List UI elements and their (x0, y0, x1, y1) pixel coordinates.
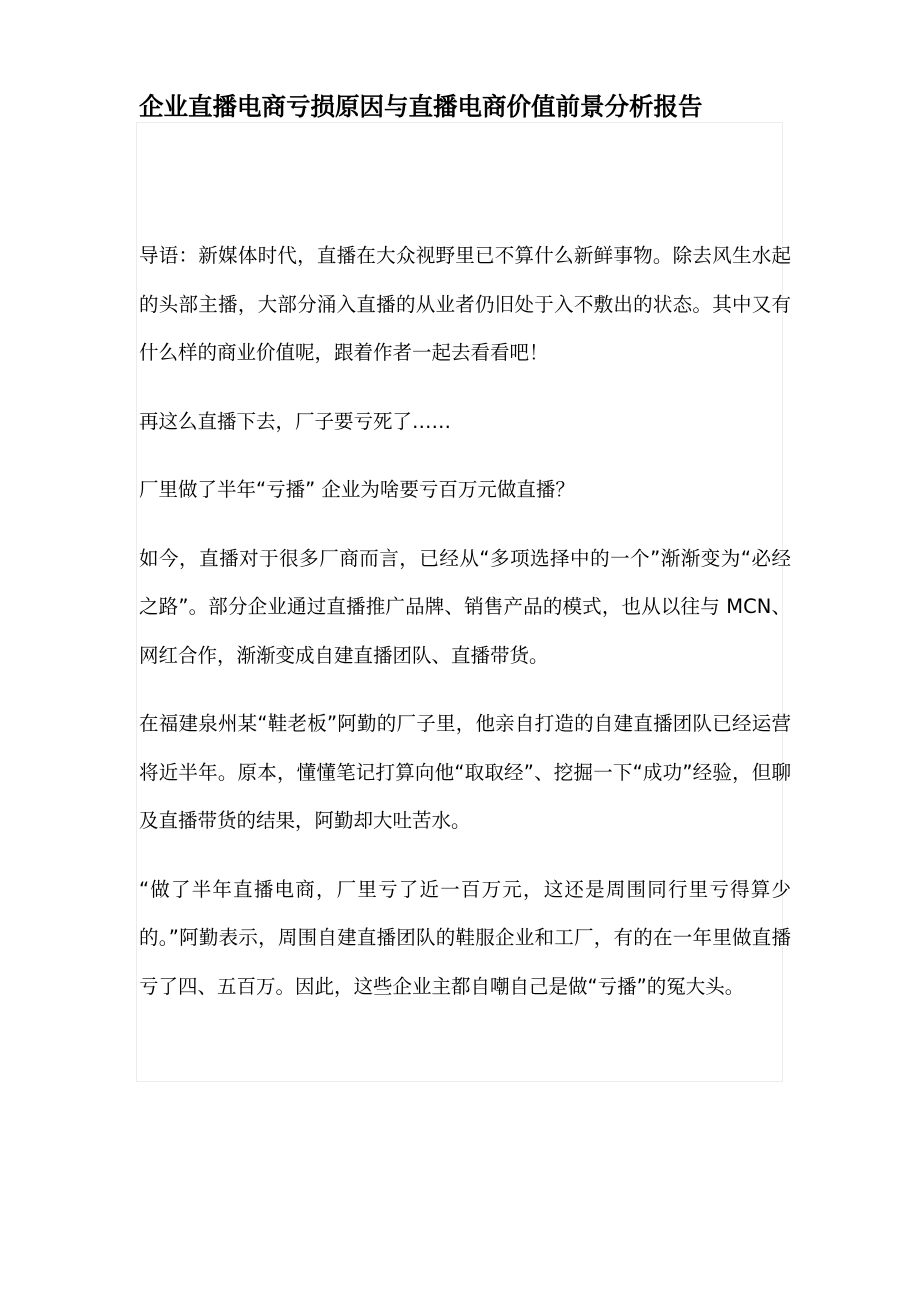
paragraph-intro: 导语：新媒体时代，直播在大众视野里已不算什么新鲜事物。除去风生水起的头部主播，大部分涌入直播的从业者仍旧处于入不敷出的状态。其中又有什么样的商业价值呢，跟着作者一起去看看吧！ (139, 244, 791, 364)
paragraph-body-2: 在福建泉州某“鞋老板”阿勤的厂子里，他亲自打造的自建直播团队已经运营将近半年。原本，懂懂笔记打算向他“取取经”、挖掘一下“成功”经验，但聊及直播带货的结果，阿勤却大吐苦水。 (139, 712, 791, 832)
paragraph-subheading-1: 再这么直播下去，厂子要亏死了…… (139, 409, 452, 433)
document-title: 企业直播电商亏损原因与直播电商价值前景分析报告 (139, 92, 703, 121)
paragraph-body-3: “做了半年直播电商，厂里亏了近一百万元，这还是周围同行里亏得算少的。”阿勤表示，周围自建直播团队的鞋服企业和工厂，有的在一年里做直播亏了四、五百万。因此，这些企业主都自嘲自己是做“亏播”的冤大头。 (139, 877, 791, 998)
paragraph-body-1: 如今，直播对于很多厂商而言，已经从“多项选择中的一个”渐渐变为“必经之路”。部分企业通过直播推广品牌、销售产品的模式，也从以往与 MCN、网红合作，渐渐变成自建直播团队、直播带货。 (139, 546, 791, 667)
paragraph-subheading-2: 厂里做了半年“亏播” 企业为啥要亏百万元做直播？ (139, 478, 575, 501)
document-body (139, 232, 791, 1031)
